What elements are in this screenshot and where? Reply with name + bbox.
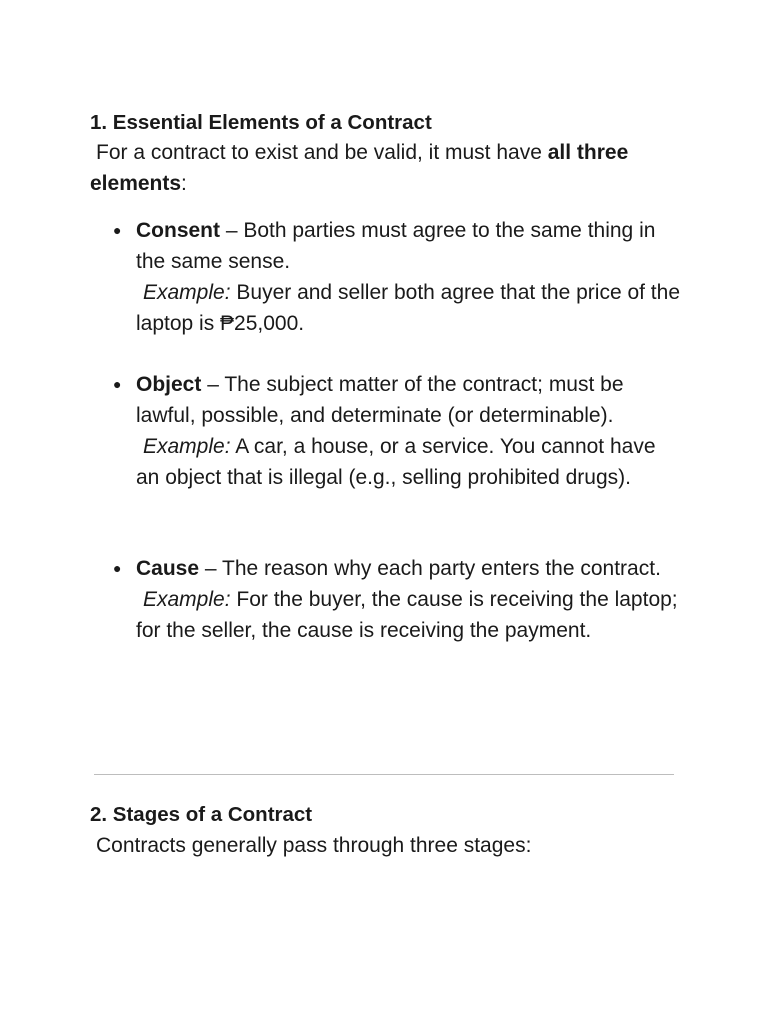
list-item-cause	[113, 553, 681, 646]
example-label: Example:	[143, 281, 231, 304]
section-1-intro-colon: :	[181, 172, 187, 195]
section-2-heading: 2. Stages of a Contract	[90, 803, 313, 826]
section-2-intro-text: Contracts generally pass through three stages:	[96, 834, 532, 857]
list-item-object	[113, 369, 681, 493]
bullet-dot-icon: ●	[113, 560, 122, 576]
example-text: For the buyer, the cause is receiving the laptop; for the seller, the cause is receiving the payment.	[136, 588, 678, 642]
section-1-intro	[90, 137, 680, 199]
list-item-consent	[113, 215, 681, 339]
section-1-intro-emphasis: all three elements	[90, 141, 629, 195]
element-term: Consent	[136, 219, 220, 242]
section-1-heading: 1. Essential Elements of a Contract	[90, 111, 432, 134]
bullet-dot-icon: ●	[113, 222, 122, 238]
example-line	[136, 431, 681, 493]
section-divider	[94, 774, 674, 775]
element-term: Cause	[136, 557, 200, 580]
element-definition: – The reason why each party enters the contract.	[199, 557, 661, 580]
example-label: Example:	[143, 435, 231, 458]
bullet-dot-icon: ●	[113, 376, 122, 392]
section-2-intro	[90, 830, 680, 861]
element-definition: – The subject matter of the contract; must be lawful, possible, and determinate (or determinable).	[136, 373, 624, 427]
example-label: Example:	[143, 588, 231, 611]
element-definition: – Both parties must agree to the same thing in the same sense.	[136, 219, 656, 273]
section-1-intro-text: For a contract to exist and be valid, it must have	[96, 141, 548, 164]
example-text: A car, a house, or a service. You cannot have an object that is illegal (e.g., selling prohibited drugs).	[136, 435, 656, 489]
example-line	[136, 277, 681, 339]
element-term: Object	[136, 373, 202, 396]
example-text: Buyer and seller both agree that the price of the laptop is ₱25,000.	[136, 281, 680, 335]
example-line	[136, 584, 681, 646]
